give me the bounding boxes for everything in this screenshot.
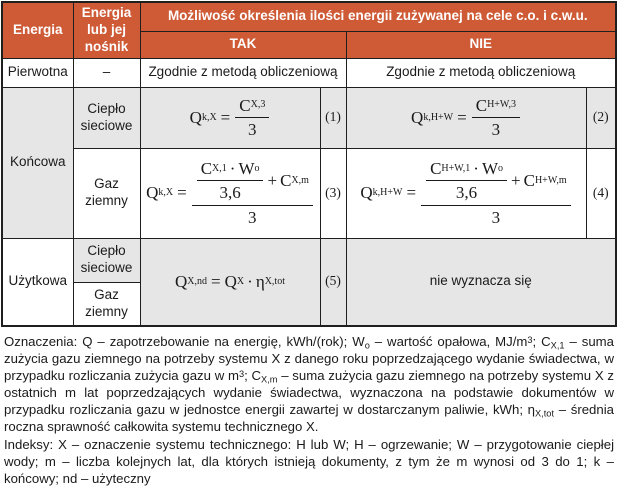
f2-den: 3 — [472, 117, 520, 140]
row-pierwotna-label: Pierwotna — [2, 58, 73, 87]
f2-num: C — [475, 95, 488, 115]
formula-5-cell — [140, 238, 320, 326]
row-pierwotna-nie: Zgodnie z metodą obliczeniową — [346, 58, 616, 87]
f1-num: C — [239, 95, 251, 115]
f4-c2: C — [523, 171, 535, 191]
header-tak: TAK — [140, 31, 346, 58]
f1-equals: = — [220, 107, 231, 127]
row-koncowa-carrier-gaz: Gaz ziemny — [73, 148, 140, 238]
formula-1: Q k,X = C X,3 3 — [190, 95, 271, 141]
legend-indeksy: Indeksy: X – oznaczenie systemu technicznego: H lub W; H – ogrzewanie; W – przygotowanie ciepłej wody; m – liczba kolejnych lat, dla których istnieją dokumenty, z tym że m wynosi od 3 do 1; k – końcowy; nd – użyteczny — [4, 437, 614, 486]
f3-plus: + — [267, 171, 278, 191]
formula-5-number: (5) — [320, 238, 346, 326]
f4-den: 3 — [421, 205, 571, 228]
f2-equals: = — [457, 107, 467, 127]
row-uzytkowa-nie: nie wyznacza się — [346, 238, 616, 326]
row-pierwotna-tak: Zgodnie z metodą obliczeniową — [140, 58, 346, 87]
f4-lhs: Q — [360, 183, 373, 203]
f3-inner-den: 3,6 — [197, 180, 264, 203]
header-energia: Energia — [2, 2, 73, 58]
legend-oznaczenia: Oznaczenia: Q – zapotrzebowanie na energię, kWh/(rok); $W_o$ – wartość opałowa, $MJ/m^3$; $C_{X,1}$ – suma zużycia gazu ziemnego na potrzeby systemu X z danego roku poprzedzającego wydanie świadectwa, w przypadku rozliczania zużycia gazu w $m^3$; $C_{X,m}$ – suma zużycia gazu ziemnego na potrzeby systemu X z ostatnich m lat poprzedzających wydanie świadectwa, wyznaczona na podstawie dokumentów w przypadku rozliczania gazu w jednostce energii zawartej w dostarczanym paliwie, kWh; $\eta_{X,tot}$ – średnia roczna sprawność całkowita systemu technicznego X. — [4, 334, 614, 434]
f4-w: W — [481, 159, 499, 179]
formula-4-number: (4) — [586, 148, 616, 238]
formula-1-number: (1) — [320, 87, 346, 148]
f3-equals: = — [177, 183, 187, 203]
formula-3-number: (3) — [320, 148, 346, 238]
f4-equals: = — [406, 183, 417, 203]
formula-2-cell — [346, 87, 586, 148]
f5-lhs: Q — [175, 272, 188, 292]
formula-3-cell — [140, 148, 320, 238]
f1-lhs: Q — [189, 107, 202, 127]
header-nosnik: Energia lub jej nośnik — [73, 2, 140, 58]
f4-plus: + — [511, 171, 521, 191]
energy-methods-table — [1, 1, 617, 327]
f3-den: 3 — [192, 205, 313, 228]
formula-2: Q k,H+W = C H+W,3 3 — [411, 95, 521, 141]
row-uzytkowa-label: Użytkowa — [2, 238, 73, 326]
row-uzytkowa-carrier-gaz: Gaz ziemny — [73, 282, 140, 326]
f5-eta: η — [255, 272, 265, 292]
formula-5: Q X,nd = Q X · η X,tot — [175, 272, 285, 292]
f5-rhs: Q — [224, 272, 237, 292]
row-uzytkowa-carrier-cieplo: Ciepło sieciowe — [73, 238, 140, 282]
f3-w: W — [238, 159, 255, 179]
f2-lhs: Q — [411, 107, 424, 127]
f4-c1: C — [430, 159, 442, 179]
f4-dot: · — [473, 159, 479, 179]
f3-c2: C — [280, 171, 292, 191]
formula-2-number: (2) — [586, 87, 616, 148]
f5-equals: = — [211, 272, 221, 292]
header-nie: NIE — [346, 31, 616, 58]
row-koncowa-carrier-cieplo: Ciepło sieciowe — [73, 87, 140, 148]
formula-4-cell — [346, 148, 586, 238]
f3-lhs: Q — [146, 183, 159, 203]
formula-3: Q k,X = C X,1 · W o 3,6 + C X,m 3 — [146, 158, 314, 228]
formula-1-cell — [140, 87, 320, 148]
row-koncowa-label: Końcowa — [2, 87, 73, 238]
f3-dot: · — [229, 159, 236, 179]
f5-dot: · — [247, 272, 253, 292]
legend-text — [1, 327, 617, 487]
f4-inner-den: 3,6 — [426, 180, 507, 203]
f3-c1: C — [200, 159, 213, 179]
row-pierwotna-carrier: – — [73, 58, 140, 87]
f1-den: 3 — [235, 117, 269, 140]
header-mozliwosc: Możliwość określenia ilości energii zużywanej na cele c.o. i c.w.u. — [140, 2, 616, 31]
formula-4: Q k,H+W = C H+W,1 · W o 3,6 + C H+W,m 3 — [360, 158, 571, 228]
